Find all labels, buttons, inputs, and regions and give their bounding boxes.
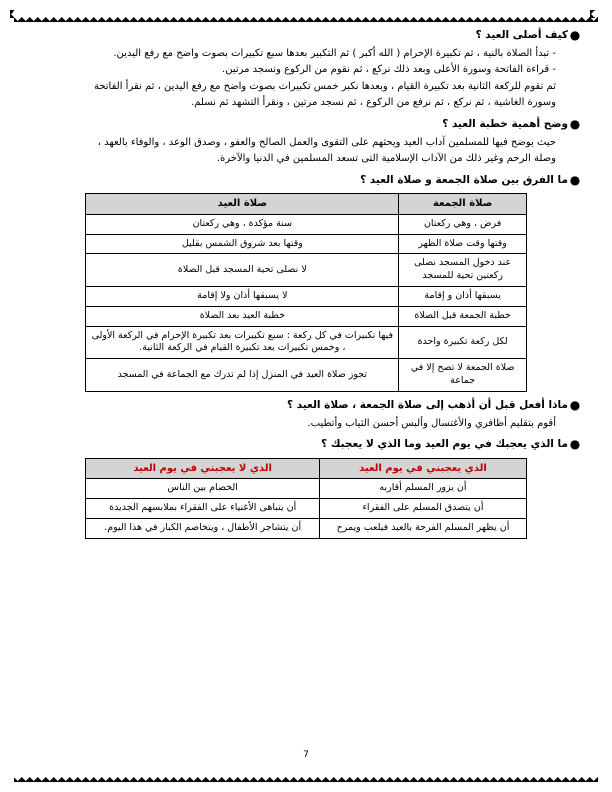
table-header-cell: الذي يعجبني في يوم العيد bbox=[320, 458, 527, 479]
comparison-table-prayers bbox=[85, 193, 527, 392]
answer-line: وسورة الغاشية ، ثم نركع ، ثم نرفع من الركوع ، ثم نسجد مرتين ، ونقرأ التشهد ثم نسلم. bbox=[191, 97, 556, 109]
table-cell: وقتها وقت صلاة الظهر bbox=[399, 234, 526, 254]
table-cell: الخصام بين الناس bbox=[86, 479, 320, 499]
table-cell: أن يتصدق المسلم على الفقراء bbox=[320, 499, 527, 519]
table-row bbox=[86, 326, 527, 359]
table-row bbox=[86, 499, 527, 519]
answer-line: وصلة الرحم وغير ذلك من الآداب الإسلامية التى تسعد المسلمين في الدنيا والآخرة. bbox=[216, 153, 556, 164]
table-row bbox=[86, 234, 527, 254]
question-heading bbox=[30, 117, 582, 133]
table-cell: فرض ، وهي ركعتان bbox=[399, 214, 526, 234]
answer-text bbox=[30, 416, 582, 432]
answer-line: - قراءة الفاتحة وسورة الأعلى وبعد ذلك نركع ، ثم نقوم من الركوع ونسجد مرتين. bbox=[222, 64, 556, 76]
table-cell: أن يزور المسلم أقاربه bbox=[320, 479, 527, 499]
question-text: كيف أصلى العيد ؟ bbox=[475, 29, 568, 41]
table-cell: تجوز صلاة العيد في المنزل إذا لم تدرك مع الجماعة في المسجد bbox=[86, 359, 399, 392]
table-row bbox=[86, 287, 527, 307]
bullet-icon: ● bbox=[569, 397, 581, 412]
question-heading bbox=[30, 28, 582, 44]
answer-line: حيث يوضح فيها للمسلمين آداب العيد ويحثهم على التقوى والعمل الصالح والعفو ، وصدق الوعد ، والوفاء بالعهد ، bbox=[97, 136, 556, 148]
table-cell: لا يسبقها أذان ولا إقامة bbox=[86, 287, 399, 307]
page-number: 7 bbox=[303, 750, 309, 760]
table-row bbox=[86, 479, 527, 499]
decorative-border-right bbox=[590, 10, 602, 782]
question-text: وضح أهمية خطبة العيد ؟ bbox=[442, 117, 568, 130]
table-header-cell: الذي لا يعجبني في يوم العيد bbox=[86, 458, 320, 479]
question-text: ماذا أفعل قبل أن أذهب إلى صلاة الجمعة ، صلاة العيد ؟ bbox=[286, 398, 568, 411]
answer-line: - تبدأ الصلاة بالنية ، ثم تكبيرة الإحرام ( الله أكبر ) ثم التكبير بعدها سبع تكبيرات بصوت واضح مع رفع اليدين. bbox=[113, 47, 556, 59]
decorative-border-left bbox=[10, 10, 22, 782]
table-cell: لكل ركعة تكبيرة واحدة bbox=[399, 326, 526, 359]
question-block bbox=[30, 437, 582, 539]
table-cell: وقتها بعد شروق الشمس بقليل bbox=[86, 234, 399, 254]
question-block bbox=[30, 28, 582, 111]
table-cell: أن يظهر المسلم الفرحة بالعيد فيلعب ويمرح bbox=[320, 519, 527, 539]
table-cell: أن يتباهى الأغنياء على الفقراء بملابسهم الجديدة bbox=[86, 499, 320, 519]
question-heading bbox=[30, 173, 582, 189]
question-heading bbox=[30, 398, 582, 414]
answer-text bbox=[30, 46, 582, 111]
comparison-table-eid-likes bbox=[85, 458, 527, 539]
bullet-icon: ● bbox=[569, 437, 581, 452]
table-header-row bbox=[86, 194, 527, 215]
question-block bbox=[30, 173, 582, 392]
question-text: ما الذي يعجبك في يوم العيد وما الذي لا يعجبك ؟ bbox=[321, 438, 568, 451]
table-cell: لا نصلى تحية المسجد قبل الصلاة bbox=[86, 254, 399, 287]
table-header-cell: صلاة العيد bbox=[86, 194, 399, 215]
question-block bbox=[30, 398, 582, 431]
table-cell: خطبة العيد بعد الصلاة bbox=[86, 306, 399, 326]
table-row bbox=[86, 306, 527, 326]
table-cell: أن يتشاجر الأطفال ، ويتخاصم الكبار في هذا اليوم. bbox=[86, 519, 320, 539]
decorative-border-bottom bbox=[14, 770, 598, 782]
table-cell: صلاة الجمعة لا تصح إلا في جماعة bbox=[399, 359, 526, 392]
answer-text bbox=[30, 135, 582, 167]
question-block bbox=[30, 117, 582, 167]
answer-line: أقوم بتقليم أظافري والأغتسال وألبس أحسن الثياب وأتطيب. bbox=[307, 417, 556, 429]
table-row bbox=[86, 519, 527, 539]
table-row bbox=[86, 254, 527, 287]
table-cell: عند دخول المسجد نصلى ركعتين تحية للمسجد bbox=[399, 254, 526, 287]
decorative-border-top bbox=[14, 10, 598, 22]
table-cell: خطبة الجمعة قبل الصلاة bbox=[399, 306, 526, 326]
table-row bbox=[86, 214, 527, 234]
table-header-row bbox=[86, 458, 527, 479]
table-cell: سنة مؤكدة ، وهي ركعتان bbox=[86, 214, 399, 234]
table-cell: يسبقها أذان و إقامة bbox=[399, 287, 526, 307]
bullet-icon: ● bbox=[569, 116, 581, 131]
answer-line: ثم تقوم للركعة الثانية بعد تكبيرة القيام ، وبعدها نكبر خمس تكبيرات بصوت واضح مع رفع اليدين ، ثم نقرأ الفاتحة bbox=[93, 80, 556, 92]
question-heading bbox=[30, 437, 582, 453]
question-text: ما الفرق بين صلاة الجمعة و صلاة العيد ؟ bbox=[360, 173, 568, 186]
table-row bbox=[86, 359, 527, 392]
bullet-icon: ● bbox=[569, 172, 581, 187]
document-content bbox=[30, 28, 582, 764]
table-header-cell: صلاة الجمعة bbox=[399, 194, 526, 215]
bullet-icon: ● bbox=[569, 28, 581, 42]
table-cell: فيها تكبيرات في كل ركعة : سبع تكبيرات بعد تكبيرة الإحرام في الركعة الأولى ، وخمس تكبيرات بعد تكبيرة القيام في الركعة الثانية. bbox=[86, 326, 399, 359]
